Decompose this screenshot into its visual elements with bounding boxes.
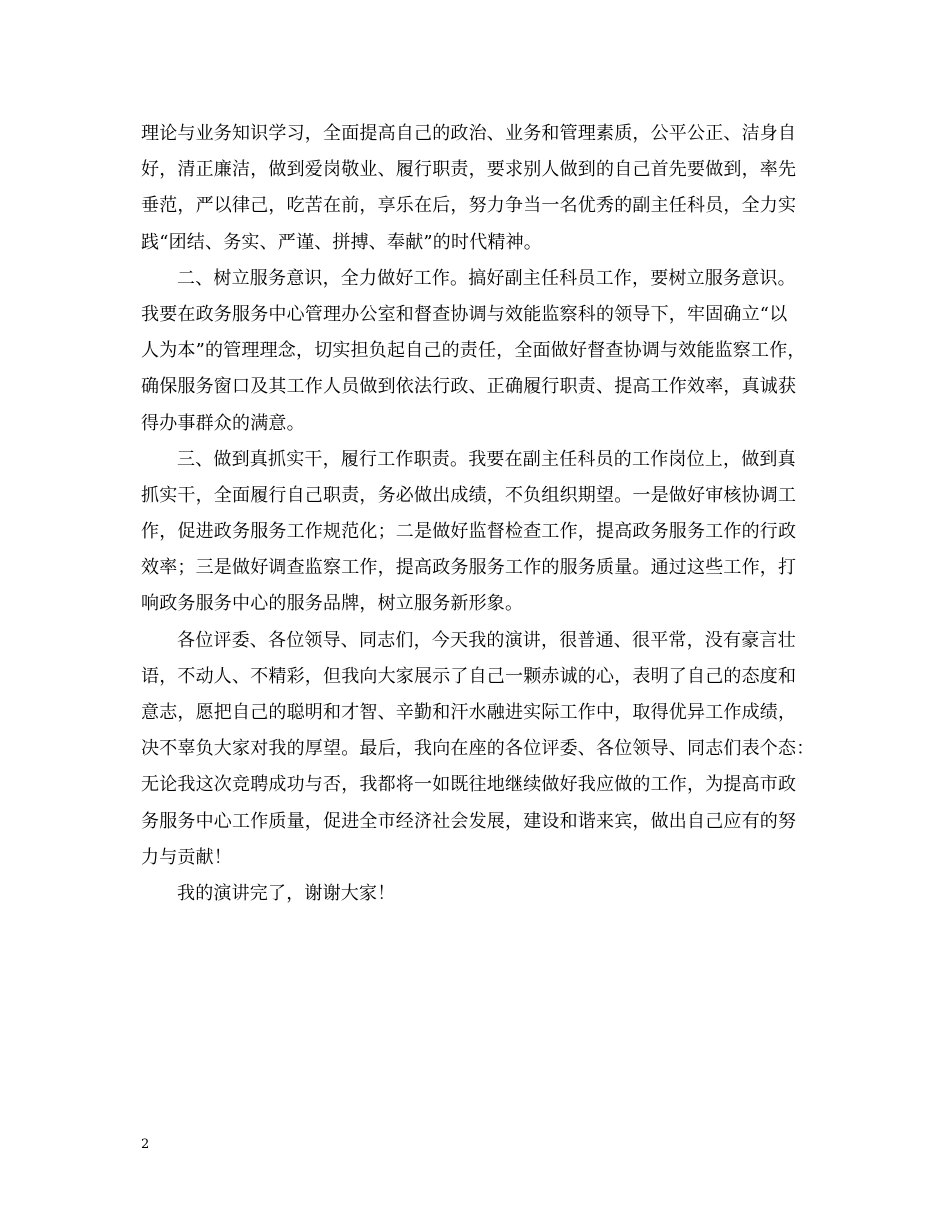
text-line: 作，促进政务服务工作规范化；二是做好监督检查工作，提高政务服务工作的行政 — [141, 521, 797, 543]
text-line: 我要在政务服务中心管理办公室和督查协调与效能监察科的领导下，牢固确立“以 — [141, 303, 788, 325]
text-line: 无论我这次竞聘成功与否，我都将一如既往地继续做好我应做的工作，为提高市政 — [141, 774, 797, 796]
text-line: 理论与业务知识学习，全面提高自己的政治、业务和管理素质，公平公正、洁身自 — [141, 123, 797, 144]
text-line: 响政务服务中心的服务品牌，树立服务新形象。 — [141, 593, 524, 615]
text-line: 好，清正廉洁，做到爱岗敬业、履行职责，要求别人做到的自己首先要做到，率先 — [141, 159, 797, 181]
text-line: 力与贡献！ — [141, 846, 232, 868]
paragraph-start-line: 我的演讲完了，谢谢大家！ — [177, 882, 396, 904]
text-line: 意志，愿把自己的聪明和才智、辛勤和汗水融进实际工作中，取得优异工作成绩， — [141, 702, 797, 723]
paragraph-start-line: 二、树立服务意识，全力做好工作。搞好副主任科员工作，要树立服务意识。 — [177, 267, 796, 289]
body-text — [141, 116, 816, 912]
text-line: 确保服务窗口及其工作人员做到依法行政、正确履行职责、提高工作效率，真诚获 — [141, 376, 797, 398]
paragraph-start-line: 各位评委、各位领导、同志们，今天我的演讲，很普通、很平常，没有豪言壮 — [177, 629, 796, 651]
paragraph-start-line: 三、做到真抓实干，履行工作职责。我要在副主任科员的工作岗位上，做到真 — [177, 448, 796, 470]
text-line: 务服务中心工作质量，促进全市经济社会发展，建设和谐来宾，做出自己应有的努 — [141, 810, 797, 832]
text-line: 抓实干，全面履行自己职责，务必做出成绩，不负组织期望。一是做好审核协调工 — [141, 484, 797, 506]
text-line: 得办事群众的满意。 — [141, 412, 305, 434]
page-number: 2 — [141, 1137, 150, 1152]
text-line: 决不辜负大家对我的厚望。最后，我向在座的各位评委、各位领导、同志们表个态： — [141, 738, 815, 760]
text-line: 践“团结、务实、严谨、拼搏、奉献”的时代精神。 — [141, 231, 543, 253]
text-line: 垂范，严以律己，吃苦在前，享乐在后，努力争当一名优秀的副主任科员，全力实 — [141, 195, 797, 217]
text-line: 效率；三是做好调查监察工作，提高政务服务工作的服务质量。通过这些工作，打 — [141, 557, 797, 579]
text-line: 语，不动人、不精彩，但我向大家展示了自己一颗赤诚的心，表明了自己的态度和 — [141, 665, 797, 687]
text-line: 人为本”的管理理念，切实担负起自己的责任，全面做好督查协调与效能监察工作， — [141, 340, 806, 362]
